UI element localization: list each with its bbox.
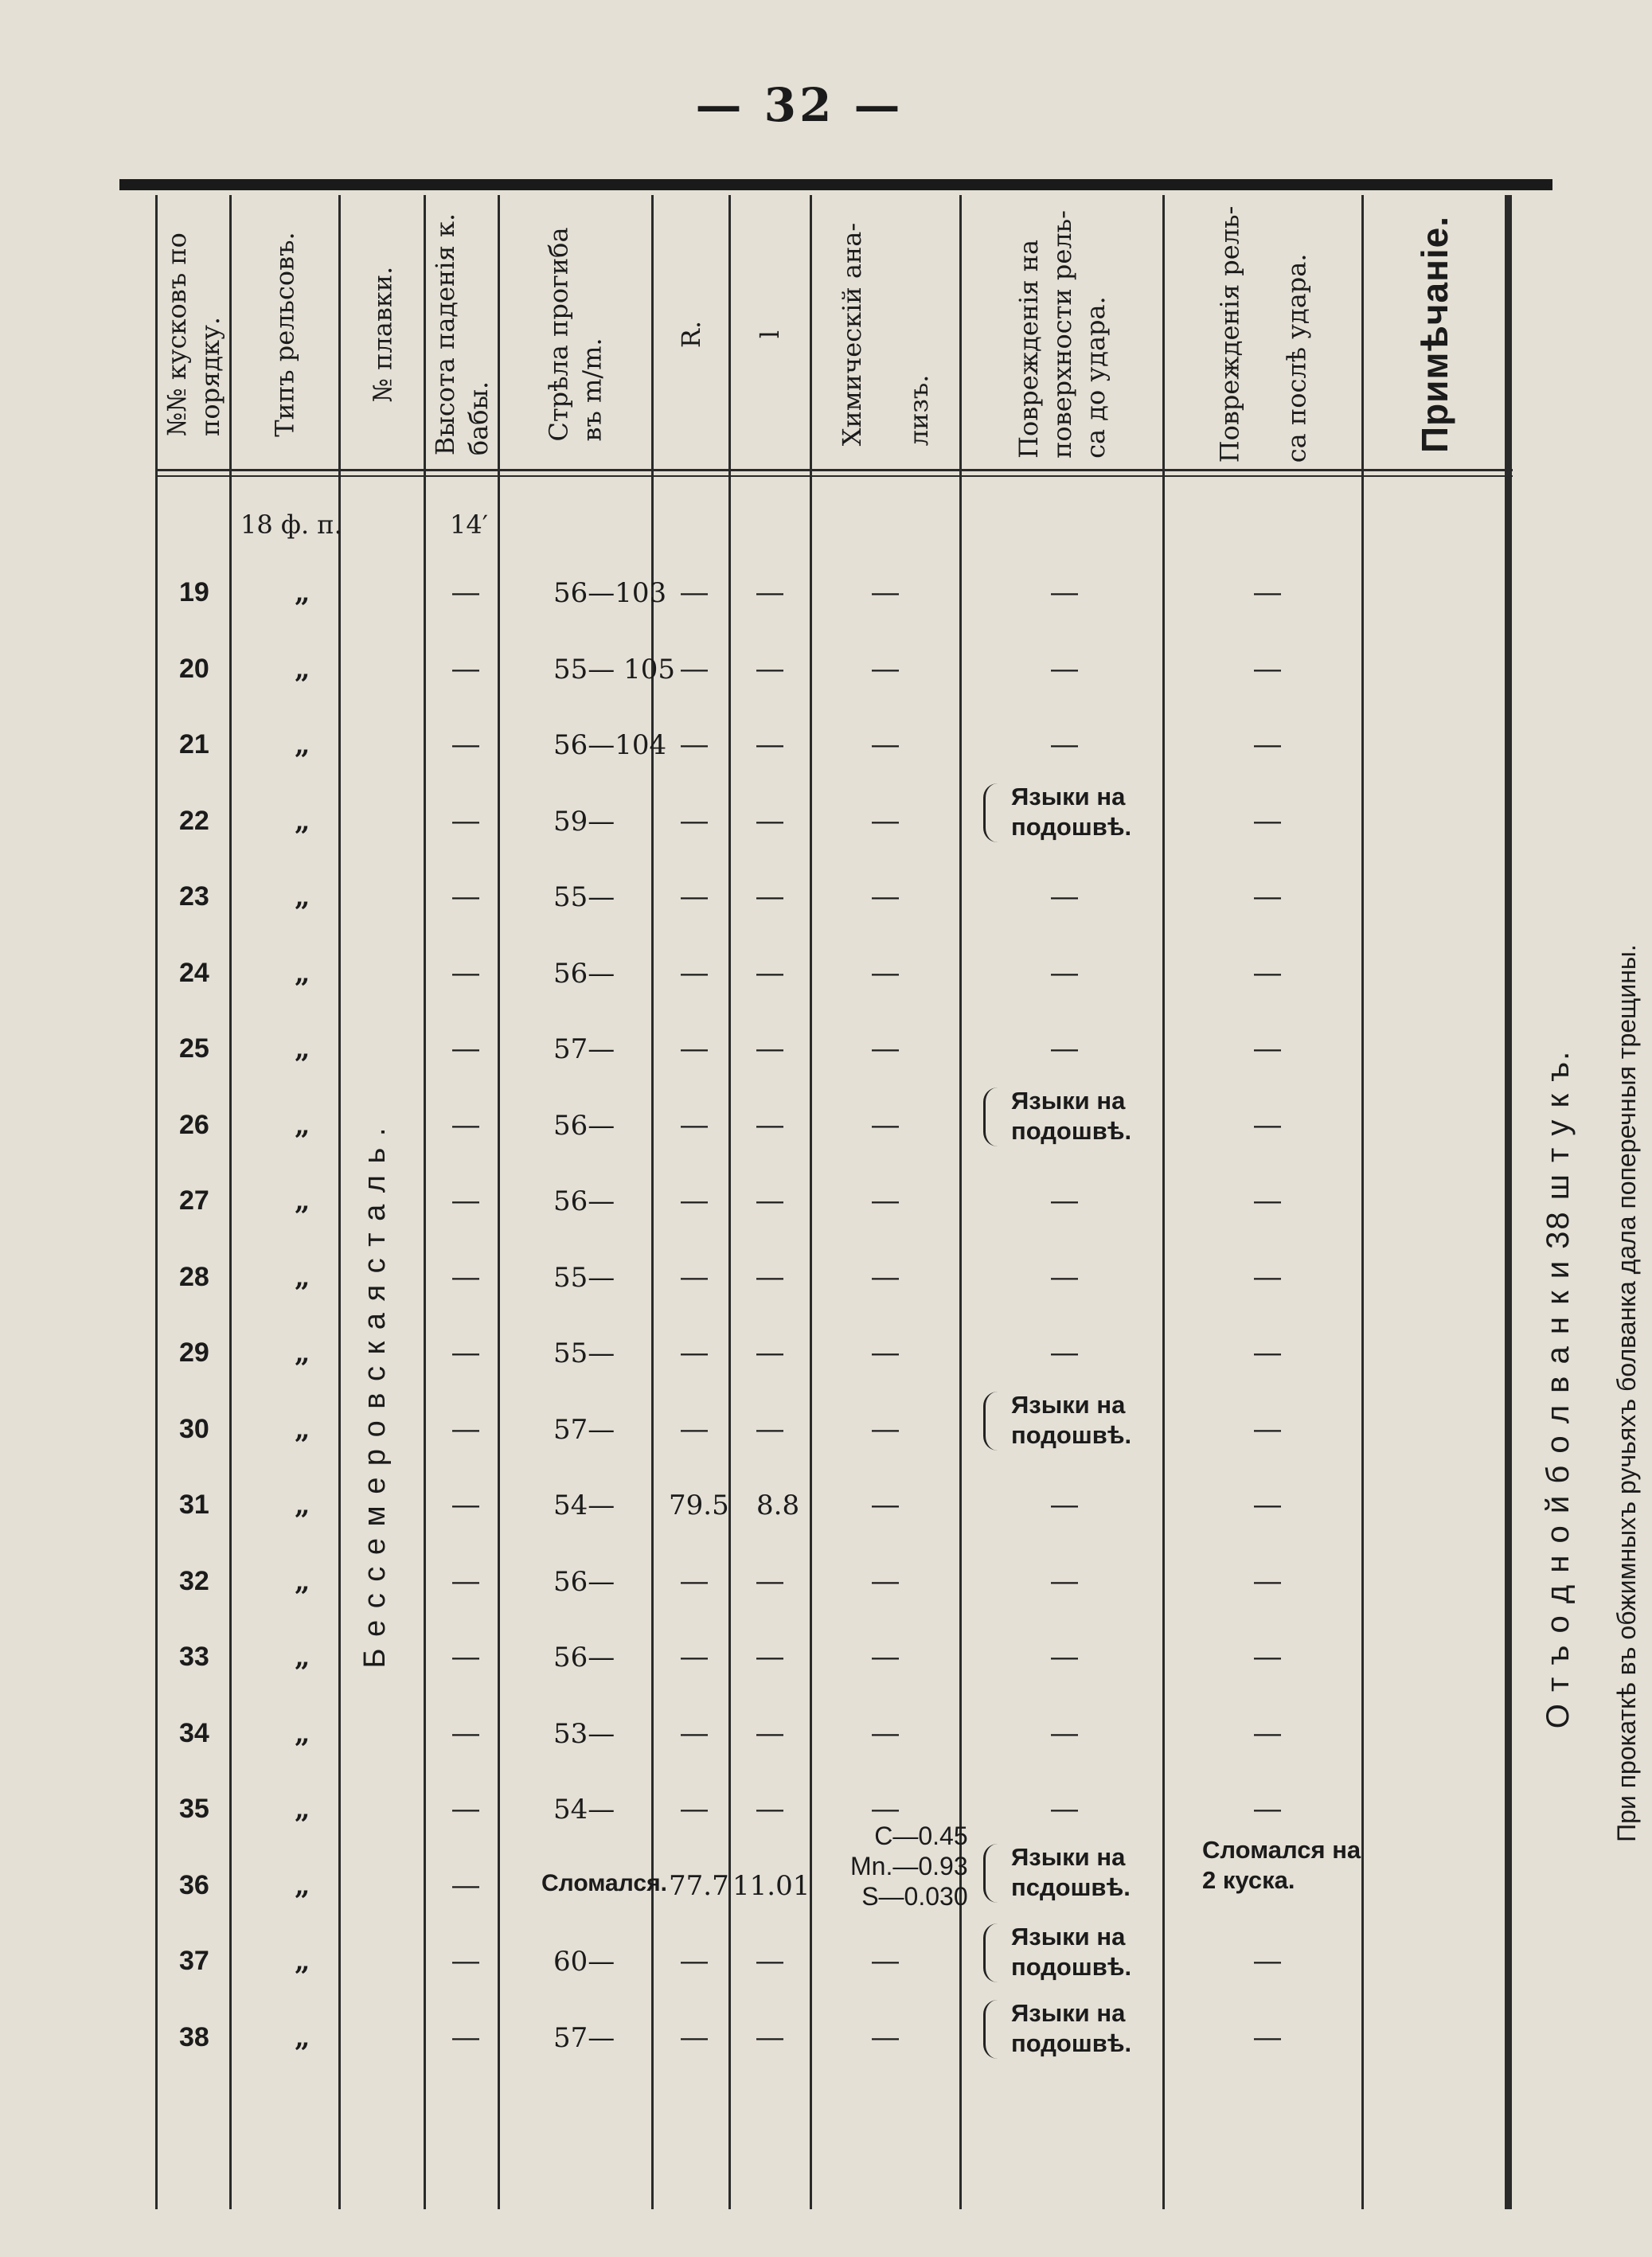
rail-type-ditto: „	[295, 805, 310, 838]
damage-after-dash: —	[1254, 881, 1281, 912]
brace	[983, 1392, 1003, 1451]
brace	[983, 2000, 1003, 2059]
deflection: 55—	[553, 881, 615, 913]
deflection: 57—	[553, 2021, 615, 2054]
chem-dash: —	[872, 1337, 899, 1368]
damage-after-36: Сломался на 2 куска.	[1202, 1836, 1361, 1894]
drop-height-dash: —	[452, 957, 479, 988]
chem-dash: —	[872, 1033, 899, 1064]
brace	[983, 783, 1003, 842]
rail-type-ditto: „	[295, 577, 310, 609]
heat-note-vertical: Б е с с е м е р о в с к а я с т а л ь .	[358, 1126, 392, 1669]
l-dash: —	[756, 2021, 783, 2052]
l-dash: —	[756, 1946, 783, 1976]
l-dash: —	[756, 881, 783, 912]
rail-type-ditto: „	[295, 1261, 310, 1294]
damage-after-dash: —	[1254, 1642, 1281, 1672]
damage-before-dash: —	[1051, 1717, 1078, 1748]
drop-height-dash: —	[452, 1717, 479, 1748]
header-heat-no: № плавки.	[367, 266, 398, 403]
R-dash: —	[681, 1109, 708, 1140]
damage-after-dash: —	[1254, 1033, 1281, 1064]
chem-dash: —	[872, 1185, 899, 1216]
drop-height-dash: —	[452, 2021, 479, 2052]
drop-height-dash: —	[452, 653, 479, 684]
l-dash: —	[756, 1794, 783, 1824]
R-dash: —	[681, 653, 708, 684]
rail-type-ditto: „	[295, 1946, 310, 1978]
l-dash: —	[756, 1109, 783, 1140]
R-dash: —	[681, 1717, 708, 1748]
damage-before-dash: —	[1051, 653, 1078, 684]
l-dash: —	[756, 1185, 783, 1216]
drop-height-dash: —	[452, 1642, 479, 1672]
rail-type-ditto: „	[295, 1869, 310, 1902]
piece-number: 37	[179, 1946, 209, 1976]
R-dash: —	[681, 957, 708, 988]
col-line	[498, 195, 500, 2209]
piece-number: 29	[179, 1337, 209, 1368]
rail-type-ditto: „	[295, 881, 310, 913]
damage-before-dash: —	[1051, 881, 1078, 912]
chem-dash: —	[872, 1794, 899, 1824]
deflection: 55—	[553, 1337, 615, 1369]
damage-after-dash: —	[1254, 1261, 1281, 1292]
damage-before-dash: —	[1051, 1490, 1078, 1520]
damage-before-note: Языки на подошвѣ.	[1011, 1923, 1132, 1981]
deflection: 53—	[553, 1717, 615, 1750]
rail-type-ditto: „	[295, 729, 310, 761]
damage-before-note: Языки на подошвѣ.	[1011, 1998, 1132, 2057]
header-damage-before: Поврежденія на поверхности рель- са до удара.	[1013, 210, 1111, 459]
chem-dash: —	[872, 653, 899, 684]
piece-number: 34	[179, 1717, 209, 1748]
R-dash: —	[681, 1413, 708, 1444]
rail-type-ditto: „	[295, 1413, 310, 1446]
l-dash: —	[756, 1642, 783, 1672]
rail-type-ditto: „	[295, 1337, 310, 1369]
deflection: 60—	[553, 1946, 615, 1978]
rail-type-ditto: „	[295, 1109, 310, 1142]
deflection: Сломался.	[541, 1869, 667, 1896]
l-dash: —	[756, 577, 783, 607]
drop-height-dash: —	[452, 1946, 479, 1976]
chem-dash: —	[872, 1642, 899, 1672]
damage-after-dash: —	[1254, 957, 1281, 988]
header-piece-no: №№ кусковъ по порядку.	[162, 232, 226, 436]
damage-after-dash: —	[1254, 1185, 1281, 1216]
col-line	[728, 195, 731, 2209]
damage-before-dash: —	[1051, 1642, 1078, 1672]
R-dash: —	[681, 1033, 708, 1064]
piece-number: 20	[179, 653, 209, 684]
deflection: 59—	[553, 805, 615, 838]
damage-after-dash: —	[1254, 2021, 1281, 2052]
damage-after-dash: —	[1254, 1565, 1281, 1596]
drop-height-dash: —	[452, 1490, 479, 1520]
piece-number: 32	[179, 1565, 209, 1596]
chem-dash: —	[872, 805, 899, 836]
deflection: 56—	[553, 1185, 615, 1217]
chem-dash: —	[872, 1717, 899, 1748]
R-dash: —	[681, 1337, 708, 1368]
chem-dash: —	[872, 1413, 899, 1444]
damage-after-dash: —	[1254, 1794, 1281, 1824]
header-rail-type: Типъ рельсовъ.	[270, 232, 300, 437]
damage-after-dash: —	[1254, 729, 1281, 759]
piece-number: 28	[179, 1261, 209, 1292]
drop-height-dash: —	[452, 1261, 479, 1292]
header-rule	[155, 469, 1513, 471]
col-line	[651, 195, 654, 2209]
damage-before-dash: —	[1051, 577, 1078, 607]
header-drop-height: Высота паденія к. бабы.	[430, 213, 494, 456]
deflection: 56—	[553, 1109, 615, 1142]
rail-type-ditto: „	[295, 1717, 310, 1750]
l-dash: —	[756, 1565, 783, 1596]
drop-height-dash: —	[452, 1185, 479, 1216]
col-line-bold	[1505, 195, 1512, 2209]
damage-after-dash: —	[1254, 805, 1281, 836]
piece-number: 38	[179, 2021, 209, 2052]
brace	[983, 1844, 1003, 1903]
col-line	[338, 195, 341, 2209]
l-value: 8.8	[756, 1490, 800, 1521]
rail-type-ditto: „	[295, 2021, 310, 2054]
remark-vertical: О т ъ о д н о й б о л в а н к и 38 ш т у к ъ.	[1541, 1049, 1576, 1729]
piece-number: 22	[179, 805, 209, 836]
header-l: l	[755, 330, 786, 339]
col-line	[810, 195, 812, 2209]
rail-type-ditto: „	[295, 1033, 310, 1065]
brace	[983, 1923, 1003, 1982]
drop-height-dash: —	[452, 1565, 479, 1596]
deflection: 56—	[553, 1565, 615, 1598]
col-line	[424, 195, 426, 2209]
deflection: 56—	[553, 957, 615, 990]
deflection: 57—	[553, 1033, 615, 1065]
damage-before-note: Языки на подошвѣ.	[1011, 1086, 1132, 1145]
R-dash: —	[681, 577, 708, 607]
drop-height-dash: —	[452, 1337, 479, 1368]
drop-height-dash: —	[452, 1109, 479, 1140]
chem-dash: —	[872, 881, 899, 912]
R-dash: —	[681, 2021, 708, 2052]
R-dash: —	[681, 1946, 708, 1976]
l-dash: —	[756, 1413, 783, 1444]
damage-before-dash: —	[1051, 1794, 1078, 1824]
footnote-vertical: При прокаткѣ въ обжимныхъ ручьяхъ болванка дала поперечныя трещины.	[1612, 944, 1641, 1842]
l-dash: —	[756, 1717, 783, 1748]
col-line	[1361, 195, 1364, 2209]
header-damage-after: Поврежденія рель- са послѣ удара.	[1214, 205, 1312, 463]
header-remark: Примѣчаніе.	[1413, 215, 1455, 454]
piece-number: 36	[179, 1869, 209, 1900]
rail-type-ditto: „	[295, 1490, 310, 1521]
drop-height-dash: —	[452, 881, 479, 912]
chem-dash: —	[872, 1490, 899, 1520]
deflection: 57—	[553, 1413, 615, 1446]
chem-dash: —	[872, 957, 899, 988]
piece-number: 35	[179, 1794, 209, 1824]
R-value: 79.5	[669, 1490, 729, 1521]
deflection: 54—	[553, 1490, 615, 1521]
damage-before-note: Языки на подошвѣ.	[1011, 1390, 1132, 1449]
chem-dash: —	[872, 1565, 899, 1596]
drop-height-dash: —	[452, 1033, 479, 1064]
header-deflection: Стрѣла прогиба въ m/m.	[544, 227, 607, 442]
chem-dash: —	[872, 729, 899, 759]
damage-after-dash: —	[1254, 1413, 1281, 1444]
piece-number: 31	[179, 1490, 209, 1520]
col-line	[229, 195, 232, 2209]
damage-before-dash: —	[1051, 957, 1078, 988]
rail-type-first: 18 ф. п.	[240, 510, 342, 540]
l-dash: —	[756, 1033, 783, 1064]
R-dash: —	[681, 729, 708, 759]
R-dash: —	[681, 1261, 708, 1292]
damage-before-dash: —	[1051, 1261, 1078, 1292]
damage-after-dash: —	[1254, 1490, 1281, 1520]
chem-dash: —	[872, 577, 899, 607]
l-dash: —	[756, 653, 783, 684]
piece-number: 26	[179, 1109, 209, 1140]
piece-number: 23	[179, 881, 209, 912]
page-number: — 32 —	[695, 78, 904, 132]
R-dash: —	[681, 805, 708, 836]
damage-before-dash: —	[1051, 729, 1078, 759]
rail-type-ditto: „	[295, 1565, 310, 1598]
damage-before-dash: —	[1051, 1033, 1078, 1064]
rail-type-ditto: „	[295, 1642, 310, 1673]
chem-dash: —	[872, 1946, 899, 1976]
R-dash: —	[681, 881, 708, 912]
rail-type-ditto: „	[295, 957, 310, 990]
piece-number: 21	[179, 729, 209, 759]
rail-type-ditto: „	[295, 1185, 310, 1217]
R-dash: —	[681, 1642, 708, 1672]
chem-dash: —	[872, 1109, 899, 1140]
deflection: 56—104	[553, 729, 667, 761]
damage-after-dash: —	[1254, 1109, 1281, 1140]
piece-number: 25	[179, 1033, 209, 1064]
piece-number: 27	[179, 1185, 209, 1216]
drop-height-dash: —	[452, 577, 479, 607]
damage-after-dash: —	[1254, 1946, 1281, 1976]
R-value: 77.7	[669, 1869, 729, 1902]
col-line	[1162, 195, 1165, 2209]
R-dash: —	[681, 1185, 708, 1216]
damage-before-dash: —	[1051, 1337, 1078, 1368]
drop-height-dash: —	[452, 1794, 479, 1824]
l-dash: —	[756, 1261, 783, 1292]
l-value: 11.01	[732, 1869, 810, 1902]
piece-number: 33	[179, 1642, 209, 1672]
rail-type-ditto: „	[295, 1794, 310, 1826]
brace	[983, 1087, 1003, 1146]
drop-height-dash: —	[452, 729, 479, 759]
col-line	[155, 195, 158, 2209]
l-dash: —	[756, 957, 783, 988]
deflection: 56—	[553, 1642, 615, 1673]
drop-height-dash: —	[452, 1413, 479, 1444]
top-rule	[119, 179, 1552, 190]
piece-number: 30	[179, 1413, 209, 1444]
chem-dash: —	[872, 2021, 899, 2052]
piece-number: 24	[179, 957, 209, 988]
damage-before-note: Языки на подошвѣ.	[1011, 782, 1132, 841]
R-dash: —	[681, 1565, 708, 1596]
drop-height-dash: —	[452, 805, 479, 836]
drop-height-dash: —	[452, 1869, 479, 1900]
rail-type-ditto: „	[295, 653, 310, 685]
damage-before-note: Языки на псдошвѣ.	[1011, 1842, 1131, 1901]
deflection: 54—	[553, 1794, 615, 1826]
drop-height-first: 14′	[450, 510, 488, 540]
chem-dash: —	[872, 1261, 899, 1292]
deflection: 56—103	[553, 577, 667, 609]
damage-after-dash: —	[1254, 1717, 1281, 1748]
header-chem-analysis: Химическій ана- лизъ.	[837, 222, 935, 447]
damage-before-dash: —	[1051, 1185, 1078, 1216]
header-R: R.	[675, 320, 706, 349]
deflection: 55— 105	[553, 653, 675, 685]
damage-after-dash: —	[1254, 577, 1281, 607]
l-dash: —	[756, 805, 783, 836]
piece-number: 19	[179, 577, 209, 607]
damage-after-dash: —	[1254, 1337, 1281, 1368]
l-dash: —	[756, 729, 783, 759]
chem-analysis-36: C—0.45 Mn.—0.93 S—0.030	[850, 1822, 968, 1911]
data-table	[119, 179, 1641, 2217]
R-dash: —	[681, 1794, 708, 1824]
damage-before-dash: —	[1051, 1565, 1078, 1596]
deflection: 55—	[553, 1261, 615, 1294]
header-rule	[155, 475, 1513, 477]
l-dash: —	[756, 1337, 783, 1368]
damage-after-dash: —	[1254, 653, 1281, 684]
